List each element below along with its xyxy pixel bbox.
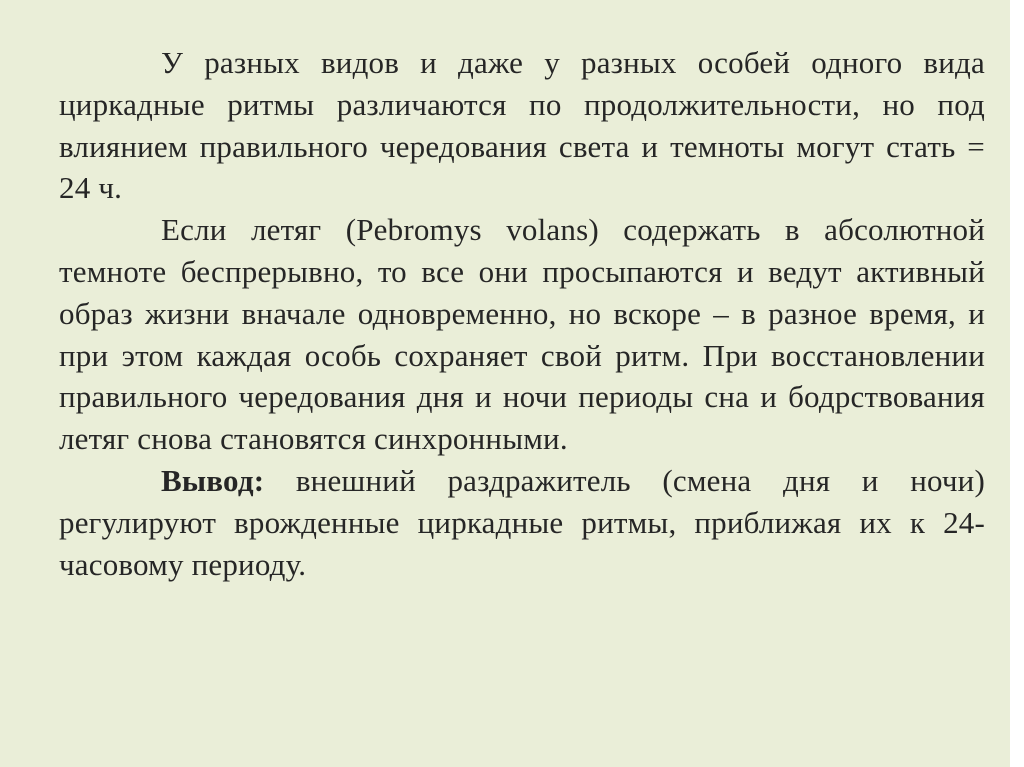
paragraph-circadian-variation xyxy=(59,42,985,209)
slide-text xyxy=(59,42,985,585)
paragraph-text: внешний раздражитель (смена дня и ночи) регулируют врожденные циркадные ритмы, приближая их к 24-часовому периоду. xyxy=(59,462,985,582)
conclusion-label: Вывод: xyxy=(161,462,265,498)
paragraph-text: У разных видов и даже у разных особей одного вида циркадные ритмы различаются по продолжительности, но под влиянием правильного чередования света и темноты могут стать = 24 ч. xyxy=(59,45,985,206)
paragraph-conclusion xyxy=(59,460,985,585)
right-margin-strip xyxy=(1010,0,1024,767)
paragraph-flying-squirrels xyxy=(59,209,985,460)
paragraph-text: Если летяг (Pebromys volans) содержать в абсолютной темноте беспрерывно, то все они просыпаются и ведут активный образ жизни вначале одновременно, но вскоре – в разное время, и при этом каждая особь сохраняет свой ритм. При восстановлении правильного чередования дня и ночи периоды сна и бодрствования летяг снова становятся синхронными. xyxy=(59,212,985,457)
